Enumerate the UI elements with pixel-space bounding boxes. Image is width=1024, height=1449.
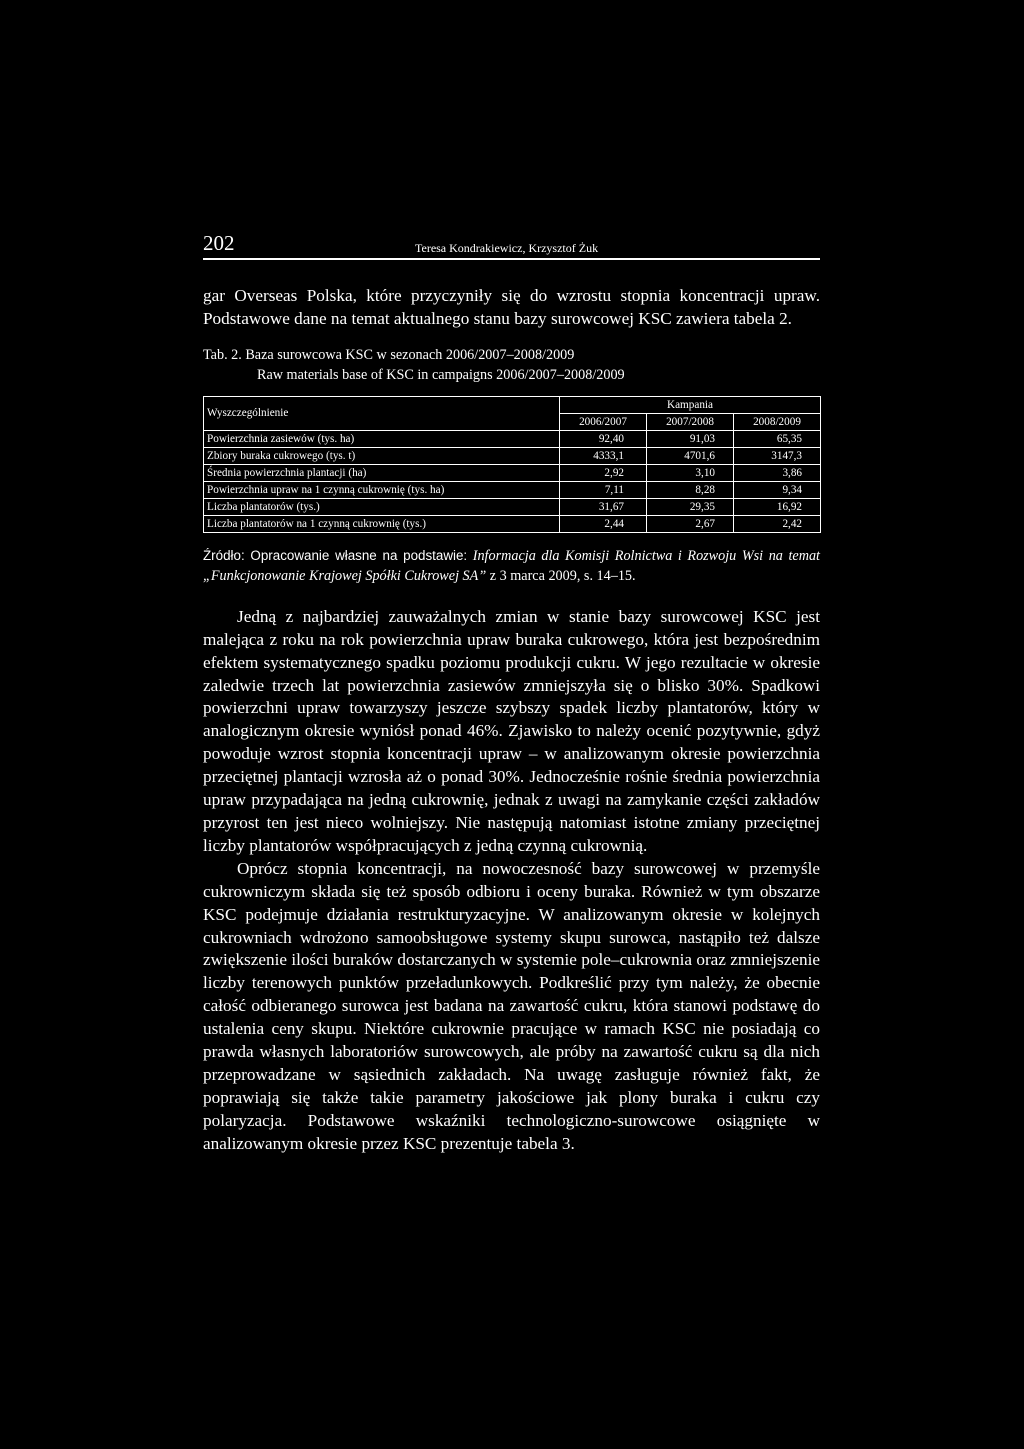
table-stub-header: Wyszczególnienie — [204, 396, 560, 430]
row-label: Liczba plantatorów (tys.) — [204, 498, 560, 515]
table-cell: 2,42 — [734, 515, 821, 532]
column-header: 2006/2007 — [560, 413, 647, 430]
table-row — [204, 464, 821, 481]
table-group-header: Kampania — [560, 396, 821, 413]
page — [203, 226, 820, 1156]
source-title: Informacja dla Komisji Rolnictwa i Rozwoju Wsi na temat „Funkcjonowanie Krajowej Spółki Cukrowej SA” — [203, 547, 820, 584]
table-source-note — [203, 546, 820, 586]
table-row — [204, 481, 821, 498]
page-number: 202 — [203, 231, 235, 255]
running-header-authors: Teresa Kondrakiewicz, Krzysztof Żuk — [415, 241, 599, 255]
table-cell: 9,34 — [734, 481, 821, 498]
row-label: Powierzchnia zasiewów (tys. ha) — [204, 430, 560, 447]
raw-materials-table — [203, 396, 821, 533]
table-cell: 2,67 — [647, 515, 734, 532]
table-cell: 91,03 — [647, 430, 734, 447]
table-caption-en: Raw materials base of KSC in campaigns 2006/2007–2008/2009 — [257, 366, 625, 383]
table-row — [204, 498, 821, 515]
row-label: Liczba plantatorów na 1 czynną cukrownię (tys.) — [204, 515, 560, 532]
table-row — [204, 430, 821, 447]
row-label: Zbiory buraka cukrowego (tys. t) — [204, 447, 560, 464]
table-cell: 92,40 — [560, 430, 647, 447]
body-paragraph: Jedną z najbardziej zauważalnych zmian w stanie bazy surowcowej KSC jest malejąca z roku na rok powierzchnia upraw buraka cukrowego, która jest bezpośrednim efektem systematycznego spadku poziomu produkcji cukru. W jego rezultacie w okresie zaledwie trzech lat powierzchnia zasiewów zmniejszyła się o blisko 30%. Spadkowi powierzchni upraw towarzyszy jeszcze szybszy spadek liczby plantatorów, który w analogicznym okresie wyniósł ponad 46%. Zjawisko to należy ocenić pozytywnie, gdyż powoduje wzrost stopnia koncentracji upraw – w analizowanym okresie powierzchnia przeciętnej plantacji wzrosła aż o ponad 30%. Jednocześnie rośnie średnia powierzchnia upraw przypadająca na jedną cukrownię, jednak z uwagi na zamykanie części zakładów przyrost ten jest nieco wolniejszy. Nie następują natomiast istotne zmiany przeciętnej liczby plantatorów współpracujących z jedną czynną cukrownią. — [203, 606, 820, 855]
table-caption-pl: Tab. 2. Baza surowcowa KSC w sezonach 2006/2007–2008/2009 — [203, 346, 575, 363]
source-lead: Źródło: Opracowanie własne na podstawie: — [203, 547, 468, 563]
source-tail: z 3 marca 2009, s. 14–15. — [489, 567, 636, 584]
table-cell: 3,10 — [647, 464, 734, 481]
running-header — [203, 226, 820, 260]
table-cell: 7,11 — [560, 481, 647, 498]
table-cell: 3147,3 — [734, 447, 821, 464]
table-cell: 29,35 — [647, 498, 734, 515]
table-cell: 4333,1 — [560, 447, 647, 464]
table-cell: 8,28 — [647, 481, 734, 498]
row-label: Powierzchnia upraw na 1 czynną cukrownię (tys. ha) — [204, 481, 560, 498]
table-cell: 3,86 — [734, 464, 821, 481]
table-cell: 31,67 — [560, 498, 647, 515]
body-text — [203, 606, 820, 1156]
table-cell: 4701,6 — [647, 447, 734, 464]
table-cell: 2,92 — [560, 464, 647, 481]
row-label: Średnia powierzchnia plantacji (ha) — [204, 464, 560, 481]
column-header: 2007/2008 — [647, 413, 734, 430]
table-row — [204, 447, 821, 464]
column-header: 2008/2009 — [734, 413, 821, 430]
table-cell: 2,44 — [560, 515, 647, 532]
table-cell: 65,35 — [734, 430, 821, 447]
table-caption — [203, 345, 820, 385]
intro-paragraph: gar Overseas Polska, które przyczyniły się do wzrostu stopnia koncentracji upraw. Podstawowe dane na temat aktualnego stanu bazy surowcowej KSC zawiera tabela 2. — [203, 286, 820, 328]
body-paragraph: Oprócz stopnia koncentracji, na nowoczesność bazy surowcowej w przemyśle cukrowniczym składa się też sposób odbioru i oceny buraka. Również w tym obszarze KSC podejmuje działania restrukturyzacyjne. W analizowanym okresie w kolejnych cukrowniach wdrożono samoobsługowe systemy skupu surowca, nastąpiło też dalsze zwiększenie ilości buraków dostarczanych w systemie pole–cukrownia oraz zmniejszenie liczby terenowych punktów przeładunkowych. Podkreślić przy tym należy, że obecnie całość odbieranego surowca jest badana na zawartość cukru, która stanowi podstawę do ustalenia ceny skupu. Niektóre cukrownie pracujące w ramach KSC nie posiadają co prawda własnych laboratoriów surowcowych, ale próby na zawartość cukru są dla nich przeprowadzane w sąsiednich zakładach. Na uwagę zasługuje również fakt, że poprawiają się także takie parametry jakościowe jak plony buraka i cukru czy polaryzacja. Podstawowe wskaźniki technologiczno-surowcowe osiągnięte w analizowanym okresie przez KSC prezentuje tabela 3. — [203, 858, 820, 1153]
table-cell: 16,92 — [734, 498, 821, 515]
table-row — [204, 515, 821, 532]
